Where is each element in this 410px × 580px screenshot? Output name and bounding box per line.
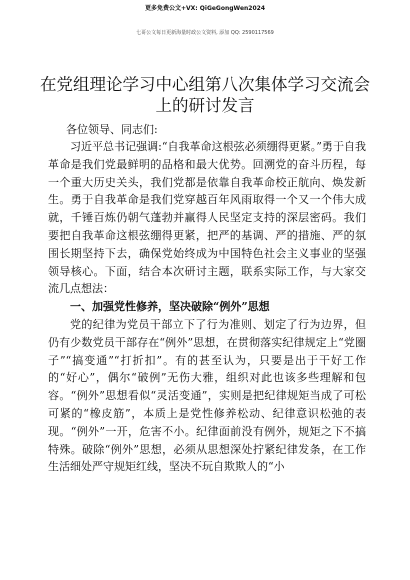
document-title: 在党组理论学习中心组第八次集体学习交流会上的研讨发言 <box>40 75 370 115</box>
body-paragraph: 党的纪律为党员干部立下了行为准则、划定了行为边界，但仍有少数党员干部存在“例外”思想，在贯彻落实纪律规定上“党圈子”“搞变通”“打折扣”。有的甚至认为，只要是出于干好工作的“好心”，偶尔“破例”无伤大雅，组织对此也该多些理解和包容。“例外”思想看似“灵活变通”，实则是把纪律规矩当成了可松可紧的“橡皮筋”，本质上是党性修养松动、纪律意识松弛的表现。“例外”一开，危害不小。纪律面前没有例外，规矩之下不搞特殊。破除“例外”思想，必须从思想深处拧紧纪律发条，在工作生活细处严守规矩红线，坚决不玩自欺欺人的“小 <box>48 317 366 474</box>
document-body <box>48 138 366 476</box>
section-heading: 一、加强党性修养，坚决破除“例外”思想 <box>70 300 270 314</box>
top-banner: 更多免费公文+VX: QiGeGongWen2024 <box>145 5 265 12</box>
sub-banner: 七哥公文每日更新海量时政公文资料, 添加 QQ: 2590117569 <box>136 30 274 36</box>
salutation: 各位领导、同志们: <box>66 123 158 136</box>
body-paragraph: 习近平总书记强调:“自我革命这根弦必须绷得更紧。”勇于自我革命是我们党最鲜明的品格和最大优势。回溯党的奋斗历程，每一个重大历史关头，我们党都是依靠自我革命校正航向、焕发新生。勇于自我革命是我们党穿越百年风雨取得一个又一个伟大成就，千锤百炼仍朝气蓬勃并赢得人民坚定支持的深层密码。我们要把自我革命这根弦绷得更紧，把严的基调、严的措施、严的氛围长期坚持下去，确保党始终成为中国特色社会主义事业的坚强领导核心。下面，结合本次研讨主题，联系实际工作，与大家交流几点想法： <box>48 140 366 296</box>
